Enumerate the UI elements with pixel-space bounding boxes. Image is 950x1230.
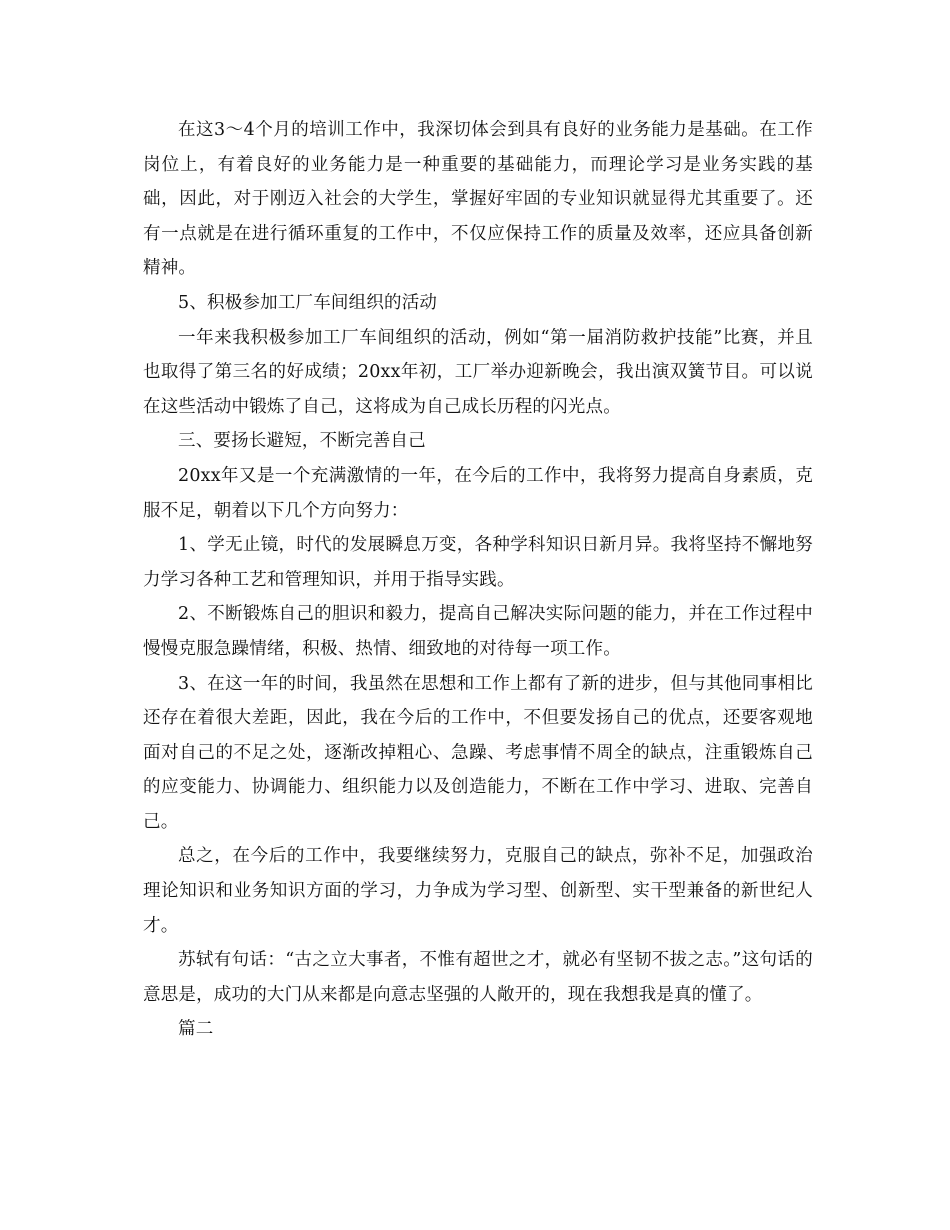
- paragraph-goal-2: 2、不断锻炼自己的胆识和毅力，提高自己解决实际问题的能力，并在工作过程中慢慢克服急躁情绪，积极、热情、细致地的对待每一项工作。: [143, 604, 813, 659]
- paragraph-goal-3: 3、在这一年的时间，我虽然在思想和工作上都有了新的进步，但与其他同事相比还存在着很大差距，因此，我在今后的工作中，不但要发扬自己的优点，还要客观地面对自己的不足之处，逐渐改掉粗心、急躁、考虑事情不周全的缺点，注重锻炼自己的应变能力、协调能力、组织能力以及创造能力，不断在工作中学习、进取、完善自己。: [143, 673, 813, 832]
- paragraph-training-experience: 在这3～4个月的培训工作中，我深切体会到具有良好的业务能力是基础。在工作岗位上，有着良好的业务能力是一种重要的基础能力，而理论学习是业务实践的基础，因此，对于刚迈入社会的大学生，掌握好牢固的专业知识就显得尤其重要了。还有一点就是在进行循环重复的工作中，不仅应保持工作的质量及效率，还应具备创新精神。: [143, 120, 813, 279]
- paragraph-quote: 苏轼有句话：“古之立大事者，不惟有超世之才，就必有坚韧不拔之志。”这句话的意思是，成功的大门从来都是向意志坚强的人敞开的，现在我想我是真的懂了。: [143, 950, 813, 1005]
- section-heading-part-two: 篇二: [178, 1019, 214, 1040]
- document-body: [143, 113, 813, 1047]
- paragraph-new-year-goals: 20xx年又是一个充满激情的一年，在今后的工作中，我将努力提高自身素质，克服不足，朝着以下几个方向努力：: [143, 465, 813, 521]
- section-heading-factory-activities: 5、积极参加工厂车间组织的活动: [178, 292, 438, 313]
- paragraph-goal-1: 1、学无止镜，时代的发展瞬息万变，各种学科知识日新月异。我将坚持不懈地努力学习各种工艺和管理知识，并用于指导实践。: [143, 535, 813, 590]
- paragraph-summary: 总之，在今后的工作中，我要继续努力，克服自己的缺点，弥补不足，加强政治理论知识和业务知识方面的学习，力争成为学习型、创新型、实干型兼备的新世纪人才。: [143, 846, 813, 936]
- paragraph-factory-activities: 一年来我积极参加工厂车间组织的活动，例如“第一届消防救护技能”比赛，并且也取得了第三名的好成绩；20xx年初，工厂举办迎新晚会，我出演双簧节目。可以说在这些活动中锻炼了自己，这将成为自己成长历程的闪光点。: [143, 327, 813, 417]
- section-heading-self-improvement: 三、要扬长避短，不断完善自己: [178, 431, 426, 452]
